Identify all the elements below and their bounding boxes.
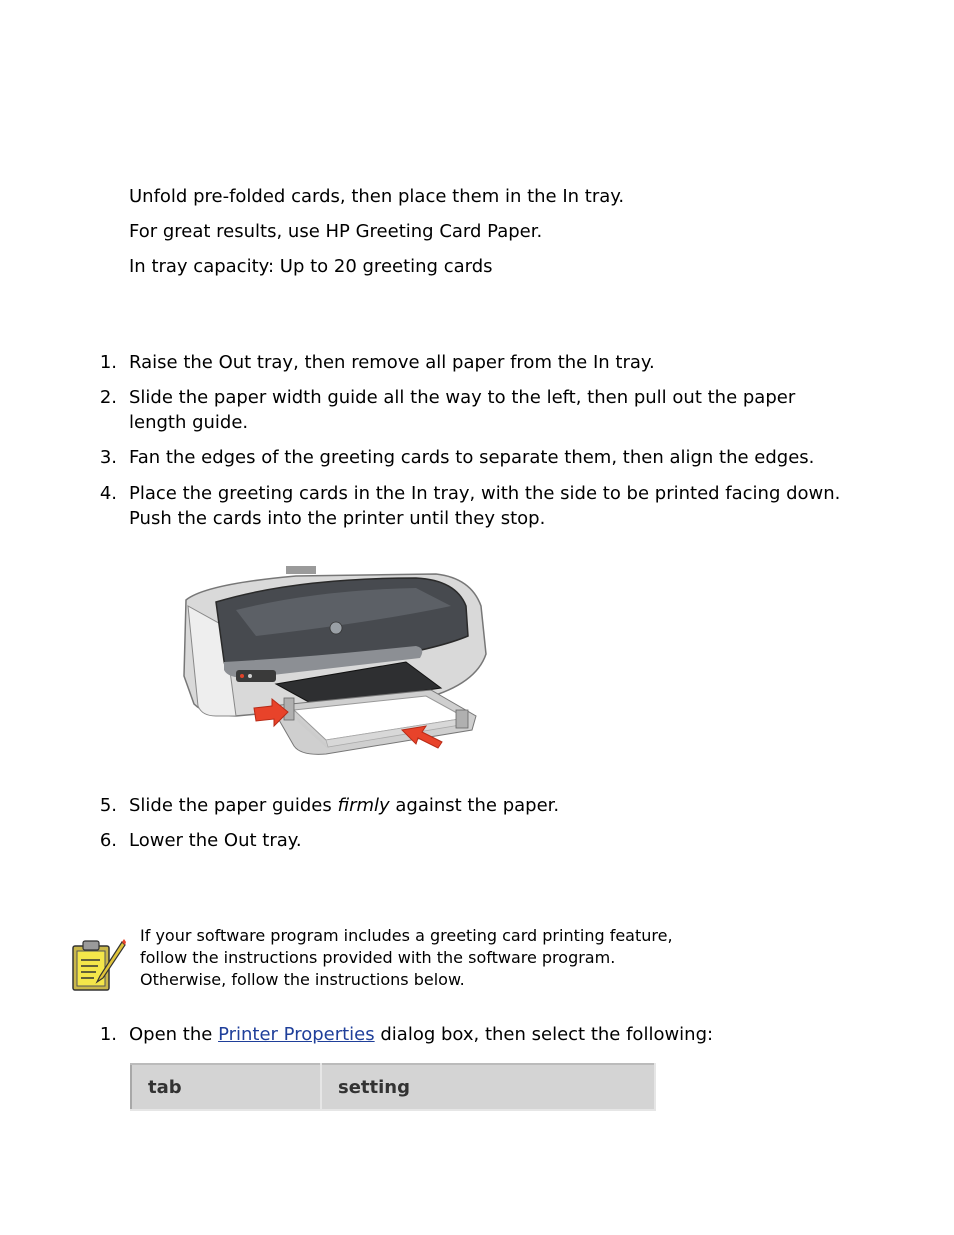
step-text-cont: Push the cards into the printer until they stop. [129,508,546,529]
printer-properties-link[interactable]: Printer Properties [218,1024,375,1045]
column-header-setting: setting [321,1064,655,1110]
step-number: 5. [99,795,117,816]
step-number: 4. [99,483,117,504]
printer-illustration [176,566,496,761]
step-text: Raise the Out tray, then remove all paper from the In tray. [129,352,655,373]
note-line: If your software program includes a greeting card printing feature, [140,926,673,945]
table-header-row [131,1064,655,1110]
step-b1-text: Open the Printer Properties dialog box, then select the following: [129,1024,714,1045]
hp-logo-icon [330,622,342,634]
settings-table [130,1063,656,1111]
step-text: Fan the edges of the greeting cards to separate them, then align the edges. [129,447,815,468]
intro-line-1: Unfold pre-folded cards, then place them in the In tray. [129,186,625,207]
step-number: 3. [99,447,117,468]
step-number: 2. [99,387,117,408]
note-line: follow the instructions provided with the software program. [140,948,616,967]
step-number: 1. [99,1024,117,1045]
step-number: 1. [99,352,117,373]
note-line: Otherwise, follow the instructions below. [140,970,465,989]
column-header-tab: tab [131,1064,321,1110]
intro-line-3: In tray capacity: Up to 20 greeting cards [129,256,493,277]
step-text-cont: length guide. [129,412,249,433]
step-number: 6. [99,830,117,851]
step-text: Slide the paper width guide all the way to the left, then pull out the paper [129,387,796,408]
step-5-text: Slide the paper guides firmly against the paper. [129,795,560,816]
intro-line-2: For great results, use HP Greeting Card Paper. [129,221,543,242]
note-clipboard-icon [70,936,126,994]
step-6-text: Lower the Out tray. [129,830,302,851]
step-text: Place the greeting cards in the In tray, with the side to be printed facing down. [129,483,841,504]
